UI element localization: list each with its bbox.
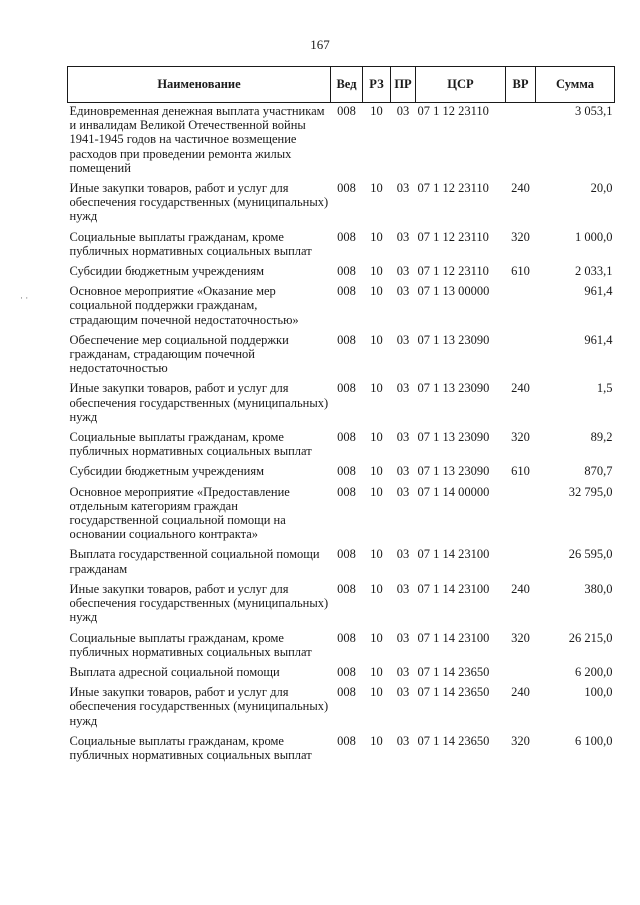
cell-pr: 03 bbox=[396, 484, 410, 499]
cell-name: Выплата государственной социальной помощи гражданам bbox=[69, 547, 320, 576]
cell-rz: 10 bbox=[370, 284, 383, 299]
cell-csr: 07 1 12 23110 bbox=[417, 181, 489, 196]
cell-name: Иные закупки товаров, работ и услуг для обеспечения государственных (муниципальных) нужд bbox=[69, 381, 329, 424]
header-name: Наименование bbox=[68, 67, 331, 103]
cell-ved: 008 bbox=[337, 332, 356, 347]
cell-sum: 89,2 bbox=[590, 430, 613, 445]
cell-rz: 10 bbox=[370, 547, 383, 562]
cell-sum: 26 595,0 bbox=[568, 547, 613, 562]
cell-sum: 6 100,0 bbox=[575, 733, 613, 748]
cell-ved: 008 bbox=[337, 630, 356, 645]
cell-ved: 008 bbox=[337, 685, 356, 700]
cell-ved: 008 bbox=[337, 381, 356, 396]
cell-ved: 008 bbox=[337, 664, 356, 679]
cell-csr: 07 1 12 23110 bbox=[417, 264, 489, 279]
cell-name: Социальные выплаты гражданам, кроме публичных нормативных социальных выплат bbox=[69, 733, 312, 762]
cell-sum: 100,0 bbox=[584, 685, 613, 700]
cell-pr: 03 bbox=[396, 733, 410, 748]
cell-pr: 03 bbox=[396, 381, 410, 396]
cell-sum: 961,4 bbox=[584, 332, 613, 347]
cell-csr: 07 1 14 23100 bbox=[417, 581, 490, 596]
cell-sum: 6 200,0 bbox=[575, 664, 613, 679]
table-header bbox=[68, 67, 615, 103]
cell-rz: 10 bbox=[370, 430, 383, 445]
cell-rz: 10 bbox=[370, 181, 383, 196]
header-vr: ВР bbox=[506, 67, 536, 103]
cell-sum: 1,5 bbox=[596, 381, 613, 396]
cell-pr: 03 bbox=[396, 332, 410, 347]
cell-pr: 03 bbox=[396, 284, 410, 299]
cell-ved: 008 bbox=[337, 547, 356, 562]
table-row bbox=[68, 733, 615, 767]
cell-csr: 07 1 14 23650 bbox=[417, 685, 490, 700]
table-row bbox=[68, 283, 615, 332]
cell-rz: 10 bbox=[370, 581, 383, 596]
table-row bbox=[68, 581, 615, 630]
cell-sum: 32 795,0 bbox=[568, 484, 613, 499]
table-row bbox=[68, 484, 615, 547]
cell-csr: 07 1 14 23650 bbox=[417, 664, 490, 679]
cell-pr: 03 bbox=[396, 430, 410, 445]
cell-csr: 07 1 13 00000 bbox=[417, 284, 490, 299]
cell-rz: 10 bbox=[370, 264, 383, 279]
cell-pr: 03 bbox=[396, 547, 410, 562]
header-sum: Сумма bbox=[536, 67, 615, 103]
cell-vr bbox=[506, 103, 536, 181]
cell-ved: 008 bbox=[337, 284, 356, 299]
table-row bbox=[68, 684, 615, 733]
header-rz: РЗ bbox=[363, 67, 391, 103]
cell-name: Иные закупки товаров, работ и услуг для обеспечения государственных (муниципальных) нужд bbox=[69, 181, 329, 224]
cell-ved: 008 bbox=[337, 264, 356, 279]
cell-pr: 03 bbox=[396, 104, 410, 118]
cell-vr bbox=[506, 664, 536, 684]
cell-pr: 03 bbox=[396, 464, 410, 479]
cell-csr: 07 1 14 23100 bbox=[417, 547, 490, 562]
cell-pr: 03 bbox=[396, 664, 410, 679]
cell-sum: 380,0 bbox=[584, 581, 613, 596]
cell-rz: 10 bbox=[370, 664, 383, 679]
cell-ved: 008 bbox=[337, 733, 356, 748]
cell-rz: 10 bbox=[370, 464, 383, 479]
cell-csr: 07 1 13 23090 bbox=[417, 464, 490, 479]
cell-vr: 320 bbox=[511, 229, 530, 244]
cell-ved: 008 bbox=[337, 104, 356, 118]
cell-vr: 320 bbox=[511, 630, 530, 645]
table-row bbox=[68, 332, 615, 381]
table-row bbox=[68, 103, 615, 181]
cell-vr: 240 bbox=[511, 581, 530, 596]
cell-name: Основное мероприятие «Предоставление отдельным категориям граждан государственной социальной помощи на основании социального контракта» bbox=[69, 484, 290, 542]
cell-csr: 07 1 14 00000 bbox=[417, 484, 490, 499]
cell-csr: 07 1 13 23090 bbox=[417, 332, 490, 347]
table-row bbox=[68, 630, 615, 664]
cell-name: Социальные выплаты гражданам, кроме публичных нормативных социальных выплат bbox=[69, 630, 312, 659]
cell-sum: 2 033,1 bbox=[575, 264, 613, 279]
cell-ved: 008 bbox=[337, 229, 356, 244]
table-row bbox=[68, 180, 615, 229]
cell-ved: 008 bbox=[337, 464, 356, 479]
cell-vr bbox=[506, 546, 536, 580]
cell-csr: 07 1 12 23110 bbox=[417, 229, 489, 244]
cell-vr: 320 bbox=[511, 430, 530, 445]
cell-sum: 3 053,1 bbox=[575, 104, 613, 118]
cell-vr: 240 bbox=[511, 381, 530, 396]
cell-rz: 10 bbox=[370, 685, 383, 700]
cell-rz: 10 bbox=[370, 332, 383, 347]
cell-name: Социальные выплаты гражданам, кроме публичных нормативных социальных выплат bbox=[69, 229, 312, 258]
cell-vr bbox=[506, 484, 536, 547]
cell-sum: 961,4 bbox=[584, 284, 613, 299]
cell-name: Единовременная денежная выплата участникам и инвалидам Великой Отечественной войны 1941-1945 годов на частичное возмещение расходов при проведении ремонта жилых помещений bbox=[69, 104, 325, 175]
cell-rz: 10 bbox=[370, 733, 383, 748]
cell-name: Субсидии бюджетным учреждениям bbox=[69, 264, 265, 279]
header-csr: ЦСР bbox=[416, 67, 506, 103]
cell-vr: 240 bbox=[511, 685, 530, 700]
cell-vr: 610 bbox=[511, 464, 530, 479]
cell-rz: 10 bbox=[370, 630, 383, 645]
cell-vr: 240 bbox=[511, 181, 530, 196]
cell-pr: 03 bbox=[396, 229, 410, 244]
budget-table bbox=[67, 66, 615, 767]
cell-csr: 07 1 14 23650 bbox=[417, 733, 490, 748]
cell-rz: 10 bbox=[370, 381, 383, 396]
header-ved: Вед bbox=[331, 67, 363, 103]
cell-rz: 10 bbox=[370, 229, 383, 244]
cell-rz: 10 bbox=[370, 484, 383, 499]
cell-ved: 008 bbox=[337, 181, 356, 196]
cell-vr bbox=[506, 283, 536, 332]
cell-rz: 10 bbox=[370, 104, 383, 118]
table-row bbox=[68, 263, 615, 283]
cell-name: Иные закупки товаров, работ и услуг для обеспечения государственных (муниципальных) нужд bbox=[69, 685, 329, 728]
cell-name: Основное мероприятие «Оказание мер социальной поддержки гражданам, страдающим почечной недостаточностью» bbox=[69, 284, 299, 327]
table-row bbox=[68, 463, 615, 483]
cell-vr bbox=[506, 332, 536, 381]
cell-csr: 07 1 13 23090 bbox=[417, 430, 490, 445]
table-body bbox=[68, 103, 615, 768]
cell-pr: 03 bbox=[396, 264, 410, 279]
cell-ved: 008 bbox=[337, 430, 356, 445]
cell-vr: 610 bbox=[511, 264, 530, 279]
cell-csr: 07 1 12 23110 bbox=[417, 104, 489, 118]
cell-pr: 03 bbox=[396, 581, 410, 596]
cell-pr: 03 bbox=[396, 181, 410, 196]
cell-vr: 320 bbox=[511, 733, 530, 748]
table-row bbox=[68, 664, 615, 684]
page-number: 167 bbox=[310, 37, 330, 52]
table-row bbox=[68, 429, 615, 463]
table-row bbox=[68, 380, 615, 429]
cell-name: Социальные выплаты гражданам, кроме публичных нормативных социальных выплат bbox=[69, 430, 312, 459]
stray-mark: · · bbox=[20, 293, 29, 303]
cell-csr: 07 1 13 23090 bbox=[417, 381, 490, 396]
cell-csr: 07 1 14 23100 bbox=[417, 630, 490, 645]
cell-name: Иные закупки товаров, работ и услуг для обеспечения государственных (муниципальных) нужд bbox=[69, 581, 329, 625]
cell-pr: 03 bbox=[396, 685, 410, 700]
cell-sum: 870,7 bbox=[584, 464, 613, 479]
cell-name: Выплата адресной социальной помощи bbox=[69, 664, 280, 679]
table-row bbox=[68, 229, 615, 263]
cell-ved: 008 bbox=[337, 484, 356, 499]
cell-sum: 20,0 bbox=[590, 181, 613, 196]
header-pr: ПР bbox=[391, 67, 416, 103]
cell-sum: 26 215,0 bbox=[568, 630, 613, 645]
table-row bbox=[68, 546, 615, 580]
cell-name: Субсидии бюджетным учреждениям bbox=[69, 464, 265, 479]
cell-sum: 1 000,0 bbox=[575, 229, 613, 244]
cell-pr: 03 bbox=[396, 630, 410, 645]
cell-name: Обеспечение мер социальной поддержки гражданам, страдающим почечной недостаточностью bbox=[69, 332, 289, 376]
cell-ved: 008 bbox=[337, 581, 356, 596]
